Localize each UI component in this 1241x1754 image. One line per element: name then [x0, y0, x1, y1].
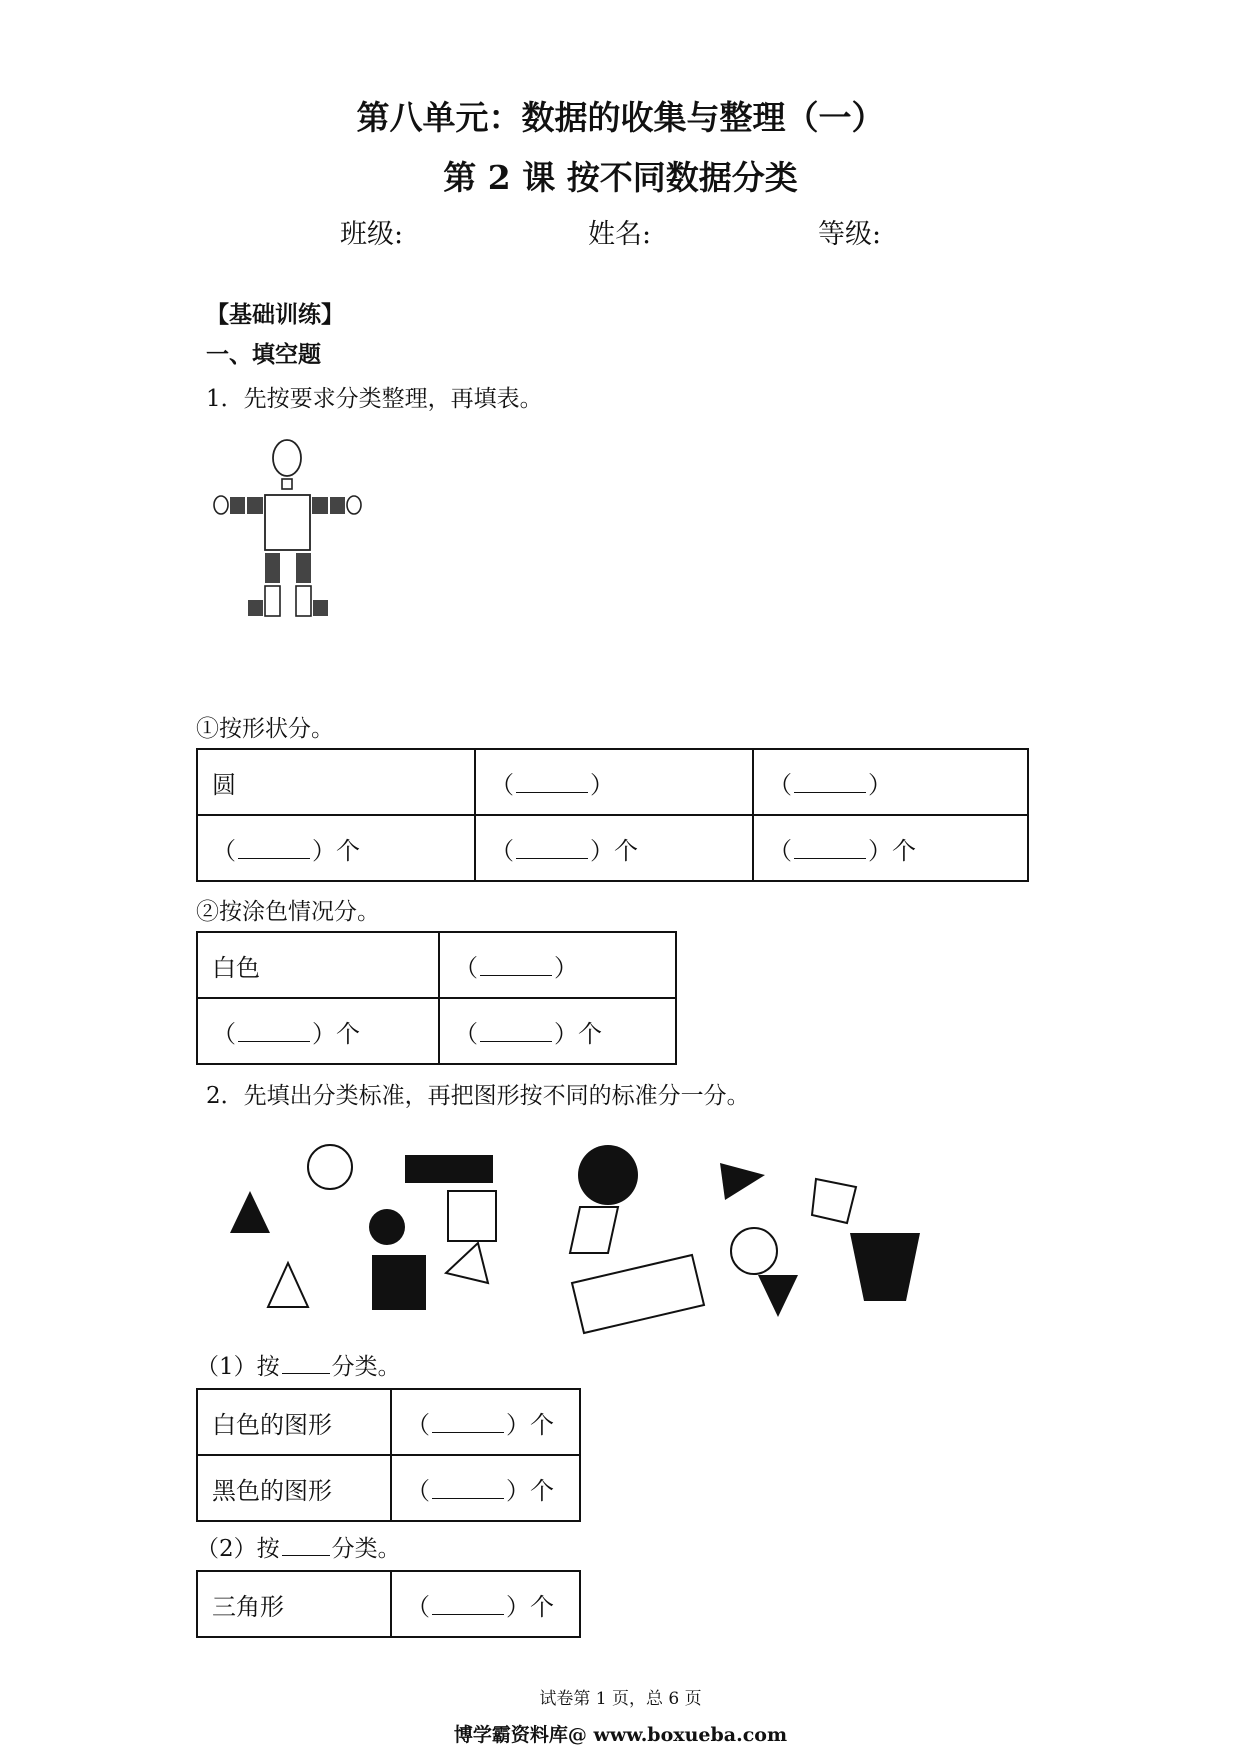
trapezoid-black-1 [850, 1233, 920, 1301]
robot-right-leg-2 [296, 586, 311, 616]
fill-blank[interactable] [516, 774, 588, 793]
criteria-blank-2[interactable] [282, 1537, 330, 1556]
fill-blank[interactable] [432, 1480, 504, 1499]
cell-color-count-2: （ ）个 [439, 998, 676, 1064]
row-black-shapes: 黑色的图形 [197, 1455, 391, 1521]
triangle-black-1 [230, 1191, 270, 1233]
fill-blank[interactable] [432, 1596, 504, 1615]
fill-blank[interactable] [480, 957, 552, 976]
cell-white: 白色 [197, 932, 439, 998]
cell-white-count: （ ）个 [391, 1389, 580, 1455]
triangle-white-2 [446, 1243, 488, 1283]
watermark: 博学霸资料库@ www.boxueba.com [453, 1724, 788, 1746]
robot-right-leg-1 [296, 553, 311, 583]
robot-head-circle [273, 440, 301, 476]
page-info: 试卷第 1 页，总 6 页 [539, 1689, 702, 1709]
parallelogram-white-2 [812, 1179, 856, 1223]
robot-figure [210, 438, 370, 624]
circle-white-1 [308, 1145, 352, 1189]
q2-part1-label: （1）按 分类。 [196, 1354, 401, 1380]
grade-label: 等级: [818, 219, 882, 250]
cell-count-3: （ ）个 [753, 815, 1028, 881]
q2-part2-label: （2）按 分类。 [196, 1536, 401, 1562]
triangle-table [196, 1570, 581, 1638]
triangle-black-2 [720, 1163, 765, 1200]
part-title: 一、填空题 [206, 341, 321, 368]
fill-blank[interactable] [238, 1023, 310, 1042]
circle-black-1 [369, 1209, 405, 1245]
fill-blank[interactable] [516, 840, 588, 859]
cell-shape-2: （ ） [475, 749, 753, 815]
cell-shape-3: （ ） [753, 749, 1028, 815]
robot-left-foot [248, 600, 263, 616]
robot-left-arm-2 [247, 497, 263, 514]
q2-prompt: 2．先填出分类标准，再把图形按不同的标准分一分。 [206, 1083, 750, 1109]
cell-count-2: （ ）个 [475, 815, 753, 881]
robot-neck-square [282, 479, 292, 489]
cell-triangle-count: （ ）个 [391, 1571, 580, 1637]
cell-black-count: （ ）个 [391, 1455, 580, 1521]
parallelogram-white-1 [570, 1207, 618, 1253]
robot-right-hand-circle [347, 496, 361, 514]
circle-black-2 [578, 1145, 638, 1205]
circle-white-2 [731, 1228, 777, 1274]
q1-sub2-label: ②按涂色情况分。 [196, 899, 380, 925]
cell-count-1: （ ）个 [197, 815, 475, 881]
fill-blank[interactable] [794, 840, 866, 859]
robot-left-leg-1 [265, 553, 280, 583]
cell-circle: 圆 [197, 749, 475, 815]
square-white-1 [448, 1191, 496, 1241]
robot-body-square [265, 495, 310, 550]
q1-sub1-label: ①按形状分。 [196, 716, 334, 742]
robot-right-arm-1 [312, 497, 328, 514]
shape-table [196, 748, 1029, 882]
triangle-black-3 [758, 1275, 798, 1317]
criteria-blank-1[interactable] [282, 1355, 330, 1374]
row-triangle: 三角形 [197, 1571, 391, 1637]
square-black-1 [372, 1255, 426, 1310]
fill-blank[interactable] [480, 1023, 552, 1042]
fill-blank[interactable] [794, 774, 866, 793]
robot-left-leg-2 [265, 586, 280, 616]
rectangle-white-1 [572, 1255, 704, 1333]
fill-blank[interactable] [238, 840, 310, 859]
triangle-white-1 [268, 1263, 308, 1307]
class-label: 班级: [340, 219, 404, 250]
fill-blank[interactable] [432, 1414, 504, 1433]
robot-left-arm-1 [230, 497, 245, 514]
q1-prompt: 1．先按要求分类整理，再填表。 [206, 386, 543, 412]
cell-color-2: （ ） [439, 932, 676, 998]
cell-color-count-1: （ ）个 [197, 998, 439, 1064]
shapes-figure [220, 1135, 940, 1335]
color-count-table [196, 1388, 581, 1522]
unit-title: 第八单元：数据的收集与整理（一） [356, 98, 885, 137]
row-white-shapes: 白色的图形 [197, 1389, 391, 1455]
robot-right-foot [313, 600, 328, 616]
rectangle-black-1 [405, 1155, 493, 1183]
color-table [196, 931, 677, 1065]
lesson-title: 第 2 课 按不同数据分类 [443, 158, 798, 197]
robot-right-arm-2 [330, 497, 345, 514]
section-heading: 【基础训练】 [206, 301, 344, 328]
name-label: 姓名: [588, 219, 652, 250]
robot-left-hand-circle [214, 496, 228, 514]
